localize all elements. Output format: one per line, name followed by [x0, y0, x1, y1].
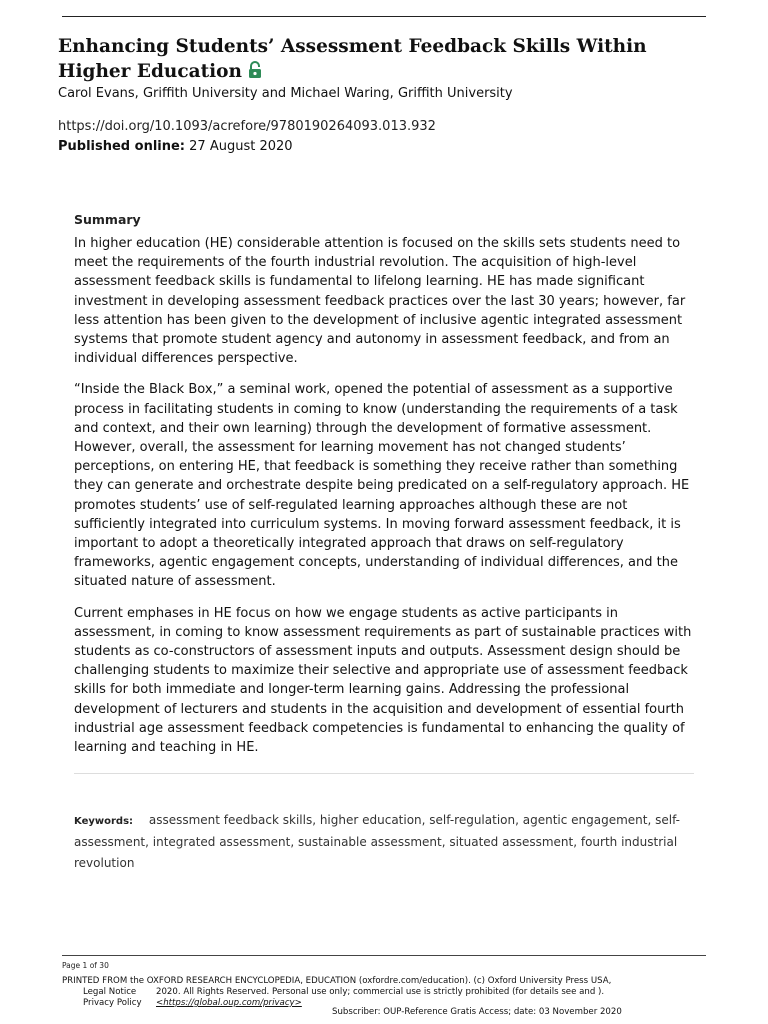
- printed-from-notice: PRINTED FROM the OXFORD RESEARCH ENCYCLOPEDIA, EDUCATION (oxfordre.com/education). (c) Oxford University Press USA,: [62, 976, 612, 986]
- keywords-section: [74, 810, 684, 874]
- doi-link[interactable]: https://doi.org/10.1093/acrefore/9780190264093.013.932: [58, 119, 436, 134]
- privacy-policy-link[interactable]: Privacy Policy: [83, 998, 142, 1008]
- summary-paragraph: Current emphases in HE focus on how we engage students as active participants in assessment, in coming to know assessment requirements as part of sustainable practices with students as co-constructors of assessment inputs and outputs. Assessment design should be challenging students to maximize their selective and appropriate use of assessment feedback skills for both immediate and longer-term learning gains. Addressing the professional development of lecturers and students in the acquisition and development of essential fourth industrial age assessment feedback competencies is fundamental to enhancing the quality of learning and teaching in HE.: [74, 605, 692, 756]
- page-number: Page 1 of 30: [62, 961, 109, 970]
- section-divider: [74, 773, 694, 774]
- subscriber-notice: Subscriber: OUP-Reference Gratis Access; date: 03 November 2020: [332, 1007, 622, 1017]
- privacy-url-link[interactable]: <https://global.oup.com/privacy>: [156, 998, 302, 1008]
- summary-heading: Summary: [74, 212, 141, 227]
- summary-paragraph: “Inside the Black Box,” a seminal work, opened the potential of assessment as a supportive process in facilitating students in coming to know (understanding the requirements of a task and context, and their own learning) through the development of formative assessment. However, overall, the assessment for learning movement has not changed students’ perceptions, on entering HE, that feedback is something they receive rather than something they can generate and orchestrate despite being predicated on a self-regulatory approach. HE promotes students’ use of self-regulated learning approaches although these are not sufficiently integrated into curriculum systems. In moving forward assessment feedback, it is important to adopt a theoretically integrated approach that draws on self-regulatory frameworks, agentic engagement concepts, understanding of individual differences, and the situated nature of assessment.: [74, 382, 690, 590]
- footer-rule: [62, 955, 706, 956]
- footer-links: [83, 987, 142, 1009]
- keywords-list: assessment feedback skills, higher education, self-regulation, agentic engagement, self-assessment, integrated assessment, sustainable assessment, situated assessment, fourth industrial revolution: [74, 813, 680, 870]
- top-rule: [62, 16, 706, 17]
- legal-notice-link[interactable]: Legal Notice: [83, 987, 137, 997]
- article-authors: Carol Evans, Griffith University and Michael Waring, Griffith University: [58, 86, 513, 101]
- open-lock-icon: [248, 61, 262, 86]
- published-date: [58, 138, 293, 156]
- summary-body: [74, 234, 696, 769]
- keywords-label: Keywords:: [74, 816, 134, 827]
- article-title: [58, 34, 718, 86]
- article-title-text: Enhancing Students’ Assessment Feedback Skills Within Higher Education: [58, 36, 647, 82]
- published-date-value: 27 August 2020: [189, 139, 293, 154]
- summary-paragraph: In higher education (HE) considerable attention is focused on the skills sets students need to meet the requirements of the fourth industrial revolution. The acquisition of high-level assessment feedback skills is fundamental to lifelong learning. HE has made significant investment in developing assessment feedback practices over the last 30 years; however, far less attention has been given to the development of inclusive agentic integrated assessment systems that promote student agency and autonomy in assessment feedback, and from an individual differences perspective.: [74, 236, 686, 367]
- rights-notice: 2020. All Rights Reserved. Personal use only; commercial use is strictly prohibited (for details see and ).: [156, 987, 605, 997]
- published-label: Published online:: [58, 139, 186, 154]
